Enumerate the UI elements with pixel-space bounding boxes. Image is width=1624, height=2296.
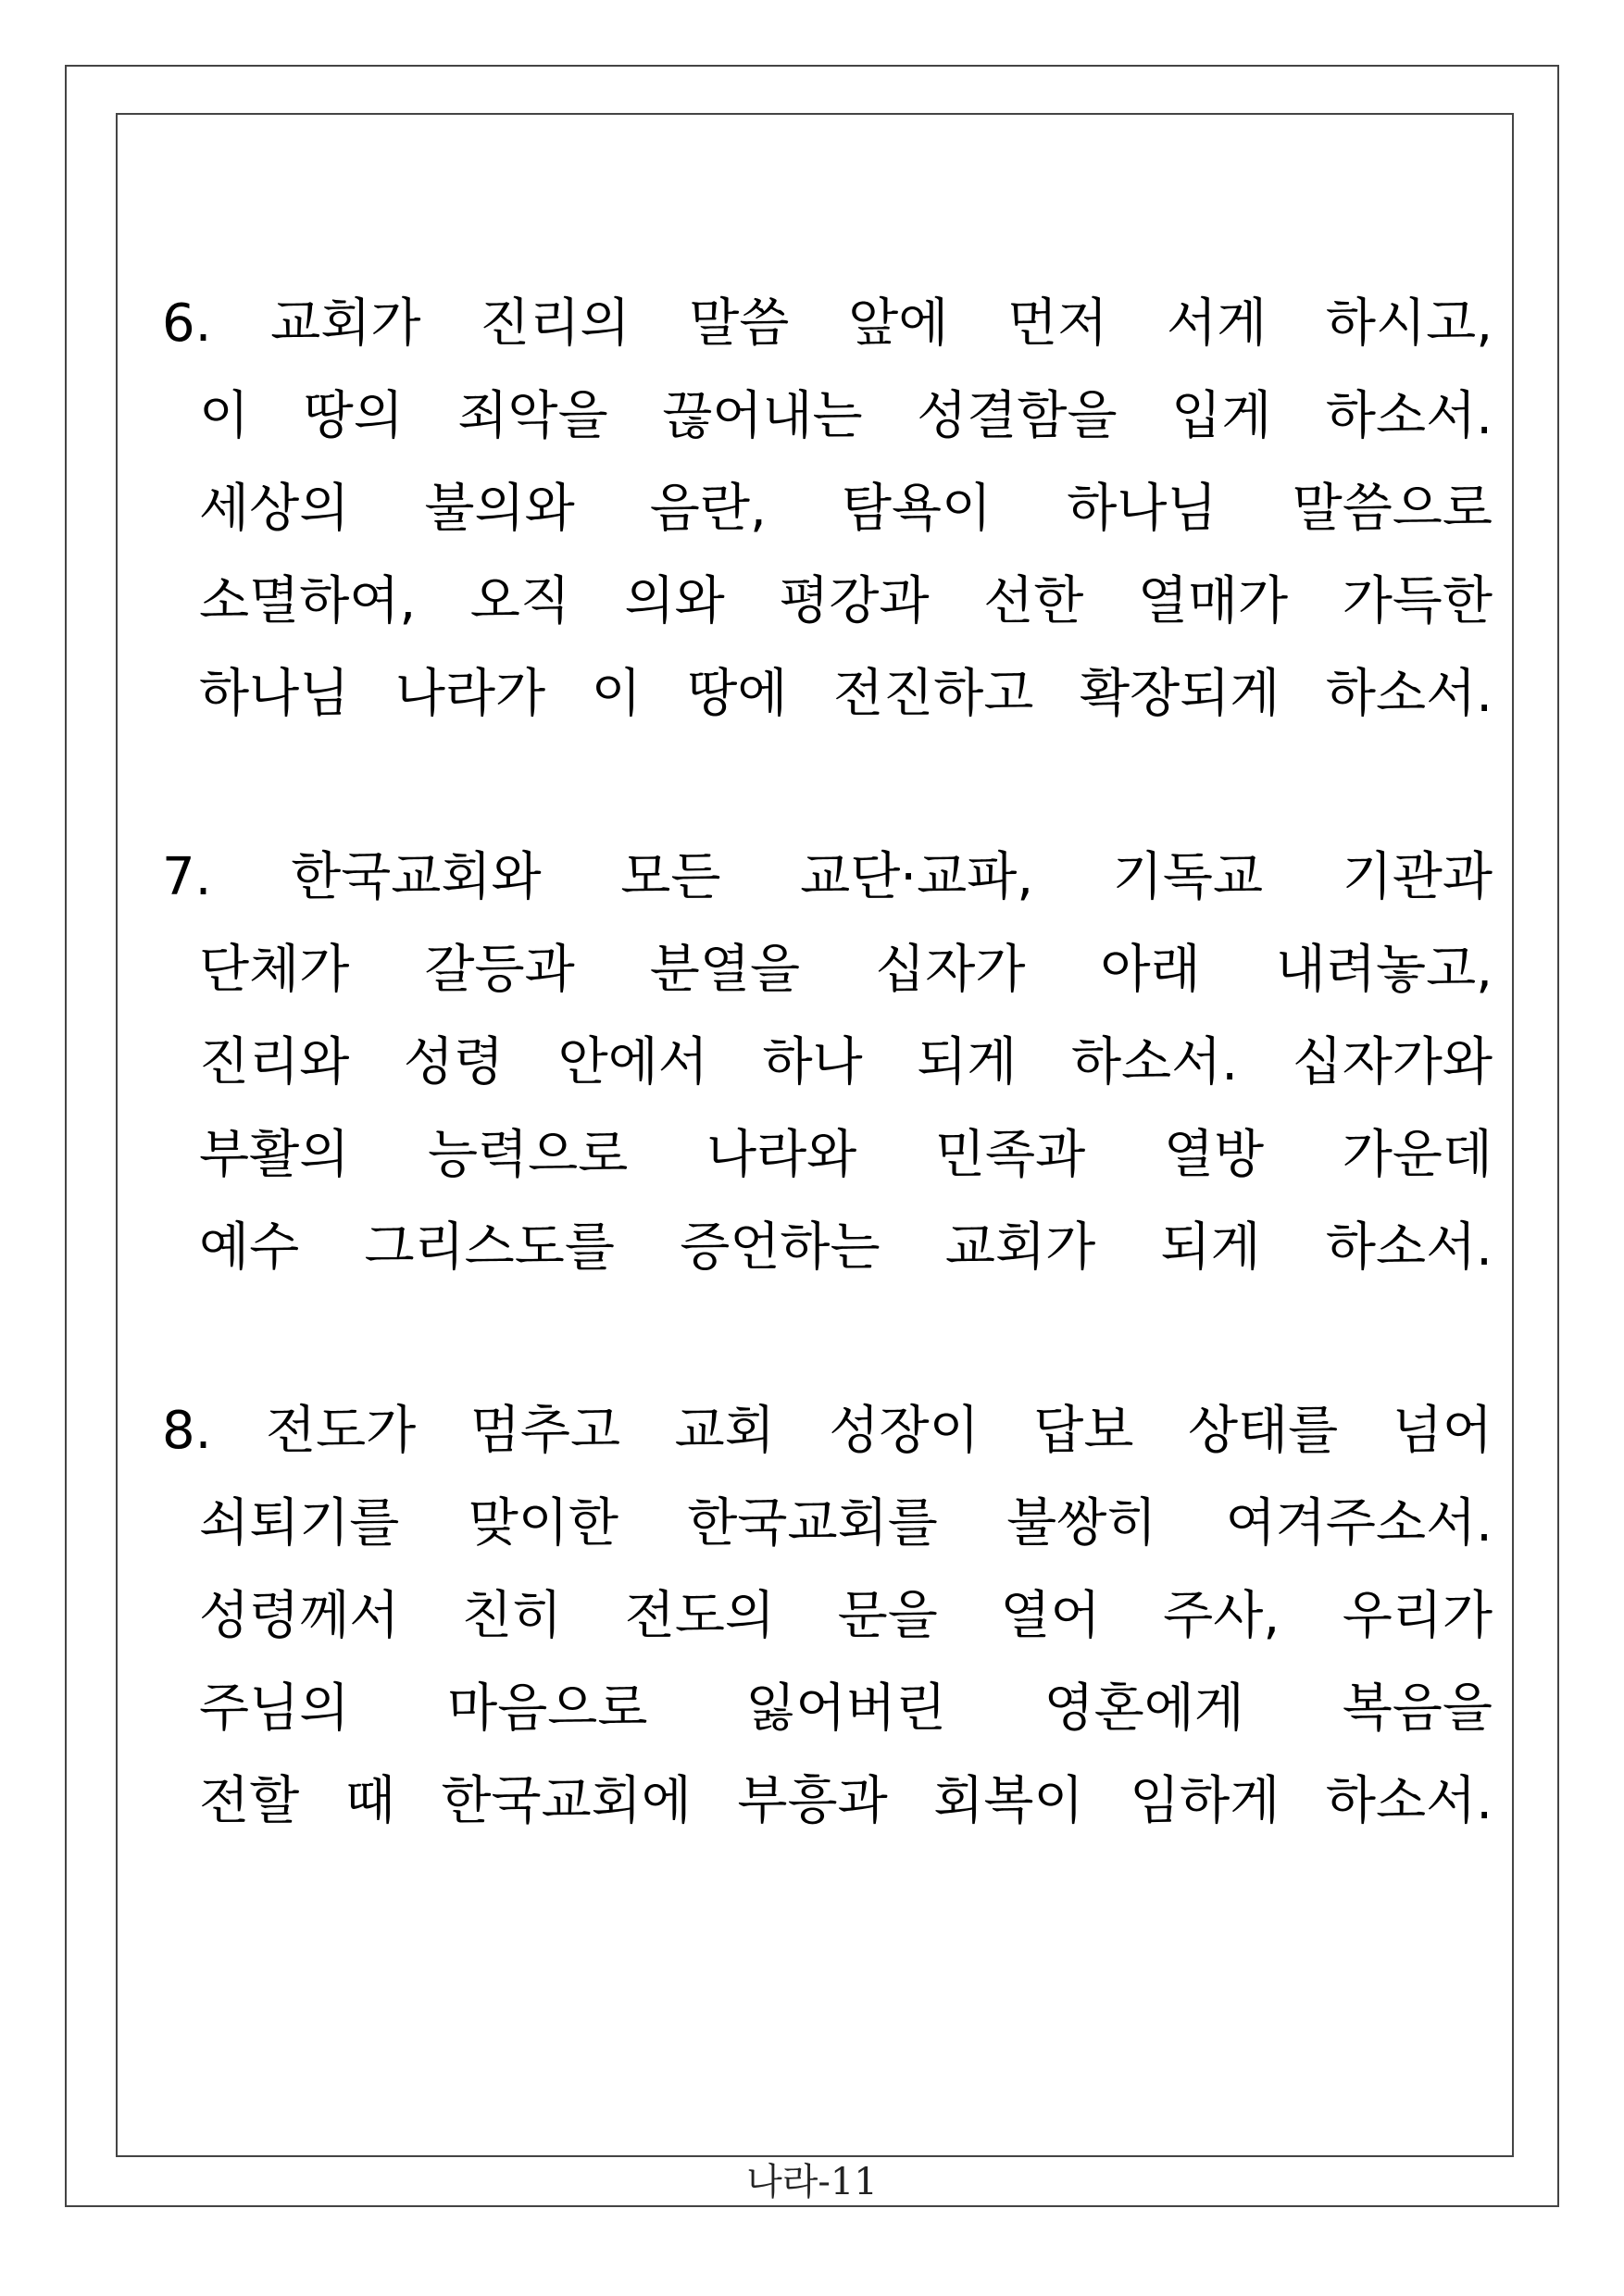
prayer-line: 소멸하여, 오직 의와 평강과 선한 열매가 가득한	[199, 571, 1493, 631]
prayer-line: 8. 전도가 멈추고 교회 성장이 답보 상태를 넘어	[162, 1401, 1493, 1461]
prayer-line: 성령께서 친히 전도의 문을 열어 주사, 우리가	[199, 1586, 1493, 1646]
prayer-line: 쇠퇴기를 맞이한 한국교회를 불쌍히 여겨주소서.	[199, 1493, 1493, 1554]
page-number: 나라-11	[746, 2161, 878, 2203]
prayer-line: 예수 그리스도를 증언하는 교회가 되게 하소서.	[199, 1217, 1493, 1278]
prayer-item-6	[162, 278, 1493, 741]
prayer-line: 진리와 성령 안에서 하나 되게 하소서. 십자가와	[199, 1032, 1493, 1092]
prayer-line: 전할 때 한국교회에 부흥과 회복이 임하게 하소서.	[199, 1771, 1493, 1831]
prayer-line: 6. 교회가 진리의 말씀 앞에 먼저 서게 하시고,	[162, 293, 1493, 354]
prayer-line: 하나님 나라가 이 땅에 전진하고 확장되게 하소서.	[199, 664, 1493, 724]
prayer-line: 이 땅의 죄악을 끊어내는 성결함을 입게 하소서.	[199, 386, 1493, 446]
prayer-line: 단체가 갈등과 분열을 십자가 아래 내려놓고,	[199, 940, 1493, 1000]
prayer-item-8	[162, 1385, 1493, 1848]
prayer-line: 세상의 불의와 음란, 탐욕이 하나님 말씀으로	[199, 479, 1493, 539]
prayer-list	[162, 278, 1493, 1939]
prayer-line: 7. 한국교회와 모든 교단·교파, 기독교 기관과	[162, 847, 1493, 907]
prayer-line: 부활의 능력으로 나라와 민족과 열방 가운데	[199, 1125, 1493, 1185]
prayer-line: 주님의 마음으로 잃어버린 영혼에게 복음을	[199, 1678, 1493, 1739]
prayer-item-7	[162, 831, 1493, 1294]
